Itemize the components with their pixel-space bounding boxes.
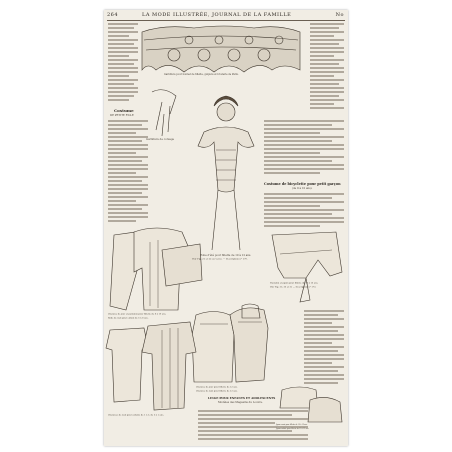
caption-lace: Garniture pour bonnet de fillette, guipure et broderie de Paris. bbox=[164, 73, 239, 76]
caption-bottom-left: Chemises de nuit pour enfants de 1 à 3, de 3 à 5 ans. bbox=[108, 414, 164, 417]
heading-costume-bicyclette: Costume de bicyclette pour petit garçon bbox=[264, 182, 341, 186]
page-number: 264 bbox=[107, 12, 119, 18]
text-column-left bbox=[108, 23, 138, 103]
caption-right-group-sub: Voir Fig. 33, 34 et 35 — Description n° 173. bbox=[270, 286, 317, 289]
page-ref: No bbox=[335, 12, 344, 18]
subheading-costume-bicyclette: (de 9 à 10 ans). bbox=[292, 187, 313, 190]
text-bottom-center bbox=[198, 410, 308, 444]
right-garments-drawing bbox=[272, 232, 342, 302]
text-column-right-middle bbox=[264, 120, 344, 180]
caption-collar: Garniture de corsage bbox=[146, 138, 175, 141]
collar-drawing bbox=[152, 90, 176, 136]
bottom-left-chemises-drawing bbox=[106, 322, 196, 410]
caption-bottom-right-2: Jupon-culotte pour fillette de 10 à 12 ans. bbox=[276, 428, 309, 430]
text-column-left-middle bbox=[108, 120, 148, 228]
caption-figure: Robe d'été pour fillette de 10 à 12 ans. bbox=[200, 254, 252, 257]
text-column-right-lower bbox=[264, 193, 344, 229]
magazine-page bbox=[104, 10, 348, 446]
journal-title: LA MODE ILLUSTRÉE, JOURNAL DE LA FAMILLE bbox=[142, 12, 292, 18]
lace-band bbox=[142, 26, 300, 72]
subheading-costume-fillette: DE PETITE FILLE bbox=[110, 114, 134, 117]
left-garments-drawing bbox=[110, 228, 202, 310]
caption-chemises: Chemise de jour pour fillette de 12 ans. bbox=[196, 386, 238, 389]
caption-figure-sub: Voir Fig. 21 et 22 en verso. — Description n° 170. bbox=[192, 258, 248, 261]
subheading-linge: Modèles des Magasins du Louvre. bbox=[218, 401, 263, 404]
middle-chemises-drawing bbox=[192, 304, 268, 382]
heading-costume-fillette: Costume bbox=[114, 108, 134, 113]
caption-chemises-sub: Chemise de nuit pour fillette de 12 ans. bbox=[196, 390, 238, 393]
text-column-right-top bbox=[310, 23, 344, 113]
heading-linge: LINGE POUR ENFANTS ET ADOLESCENTS bbox=[208, 396, 276, 400]
caption-left-group: Chemise de jour et pantalon pour fillette de 8 à 10 ans. bbox=[108, 313, 167, 316]
caption-bottom-right: Jupon court pour fillette de 10 à 12 ans. bbox=[276, 424, 308, 426]
figure-drawing bbox=[198, 96, 254, 250]
text-column-right-bottom bbox=[304, 310, 344, 386]
caption-left-group-sub: Robe de nuit pour enfant de 6 à 8 ans. bbox=[108, 317, 149, 320]
caption-right-group: Pantalon et jupon pour fillette de 10 à 14 ans. bbox=[270, 282, 319, 285]
